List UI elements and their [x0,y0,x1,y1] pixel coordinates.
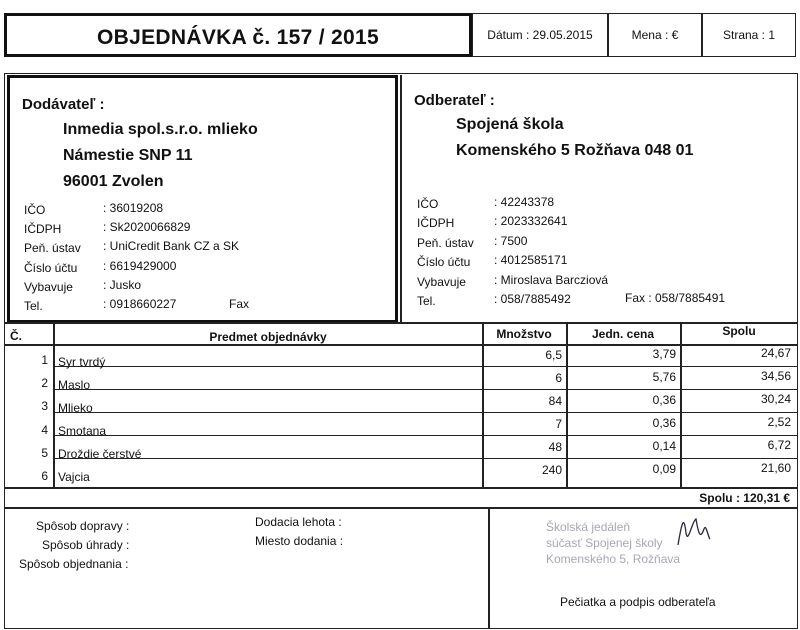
currency: Mena : € [631,28,679,42]
customer-ico: : 42243378 [494,195,555,209]
row-item: Mlieko [58,401,93,415]
row-price: 0,36 [652,416,676,430]
row-price: 0,14 [652,439,676,453]
supplier-contact: : Jusko [103,278,142,292]
supplier-ico-label: IČO [24,203,46,217]
page-box [702,13,796,57]
row-divider [54,458,798,459]
row-total: 6,72 [767,438,791,452]
supplier-icdph-label: IČDPH [24,222,62,236]
row-total: 21,60 [760,461,791,475]
customer-name: Spojená škola [456,116,564,133]
col-header-price: Jedn. cena [591,327,655,341]
row-divider [54,366,798,367]
customer-bank-label: Peň. ústav [417,236,474,250]
customer-account: : 4012585171 [494,253,568,267]
customer-contact: : Miroslava Barcziová [494,273,609,287]
row-divider [54,389,798,390]
row-no: 2 [41,376,48,390]
customer-icdph-label: IČDPH [417,216,455,230]
col-header-item: Predmet objednávky [209,330,327,344]
customer-contact-label: Vybavuje [417,275,466,289]
col-header-qty: Množstvo [496,327,552,341]
table-header-border [4,344,798,346]
customer-bank: : 7500 [494,234,528,248]
col-header-total: Spolu [722,324,756,338]
supplier-heading: Dodávateľ : [22,96,105,113]
supplier-name: Inmedia spol.s.r.o. mlieko [63,121,258,138]
ordering-label: Spôsob objednania : [19,557,129,571]
row-price: 0,36 [652,393,676,407]
order-title: OBJEDNÁVKA č. 157 / 2015 [97,26,379,49]
row-no: 4 [41,423,48,437]
supplier-account: : 6619429000 [103,259,177,273]
order-sum: Spolu : 120,31 € [699,491,790,505]
col-header-no: Č. [10,329,22,343]
table-bottom-border [4,487,798,489]
stamp-line: Komenského 5, Rožňava [546,552,681,566]
supplier-bank-label: Peň. ústav [24,241,81,255]
customer-tel-label: Tel. [417,294,436,308]
row-qty: 240 [541,463,562,477]
order-date: Dátum : 29.05.2015 [487,28,593,42]
delivery-deadline-label: Dodacia lehota : [255,515,342,529]
sum-bottom-border [4,507,798,509]
customer-address: Komenského 5 Rožňava 048 01 [456,142,694,159]
row-qty: 7 [555,417,562,431]
customer-icdph: : 2023332641 [494,214,568,228]
supplier-tel: : 0918660227 [103,297,177,311]
row-qty: 84 [548,394,562,408]
order-title-box [4,13,472,57]
row-item: Syr tvrdý [58,355,106,369]
row-total: 30,24 [760,392,791,406]
footer-divider [488,507,490,629]
supplier-street: Námestie SNP 11 [63,147,193,164]
supplier-account-label: Číslo účtu [24,261,78,275]
table-top-border [4,322,798,324]
customer-divider [400,75,402,323]
payment-label: Spôsob úhrady : [42,538,130,552]
signature-image [674,511,714,551]
customer-heading: Odberateľ : [414,92,495,109]
row-qty: 6 [555,371,562,385]
row-qty: 6,5 [545,348,562,362]
row-item: Smotana [58,424,107,438]
stamp-line: súčasť Spojenej školy [546,536,663,550]
customer-account-label: Číslo účtu [417,255,471,269]
supplier-city: 96001 Zvolen [63,173,164,190]
page-number: Strana : 1 [722,28,776,42]
stamp-line: Školská jedáleň [546,520,631,534]
supplier-bank: : UniCredit Bank CZ a SK [103,239,240,253]
currency-box [608,13,702,57]
row-qty: 48 [548,440,562,454]
date-box [472,13,608,57]
row-total: 2,52 [767,415,791,429]
row-total: 24,67 [760,346,791,360]
customer-fax: Fax : 058/7885491 [625,291,726,305]
row-item: Droždie čerstvé [58,447,142,461]
supplier-contact-label: Vybavuje [24,280,73,294]
customer-tel: : 058/7885492 [494,292,571,306]
row-no: 3 [41,399,48,413]
row-no: 1 [41,353,48,367]
row-price: 0,09 [652,462,676,476]
supplier-icdph: : Sk2020066829 [103,220,191,234]
supplier-tel-label: Tel. [24,299,43,313]
row-no: 6 [41,469,48,483]
signature-label: Pečiatka a podpis odberateľa [560,595,716,609]
row-item: Maslo [58,378,91,392]
supplier-ico: : 36019208 [103,201,164,215]
delivery-place-label: Miesto dodania : [255,534,344,548]
row-price: 5,76 [652,370,676,384]
row-divider [54,435,798,436]
row-price: 3,79 [652,347,676,361]
transport-label: Spôsob dopravy : [36,519,130,533]
supplier-fax-label: Fax [229,297,250,311]
row-item: Vajcia [58,470,90,484]
col-divider [53,322,55,487]
row-divider [54,412,798,413]
row-total: 34,56 [760,369,791,383]
row-no: 5 [41,446,48,460]
customer-ico-label: IČO [417,197,439,211]
